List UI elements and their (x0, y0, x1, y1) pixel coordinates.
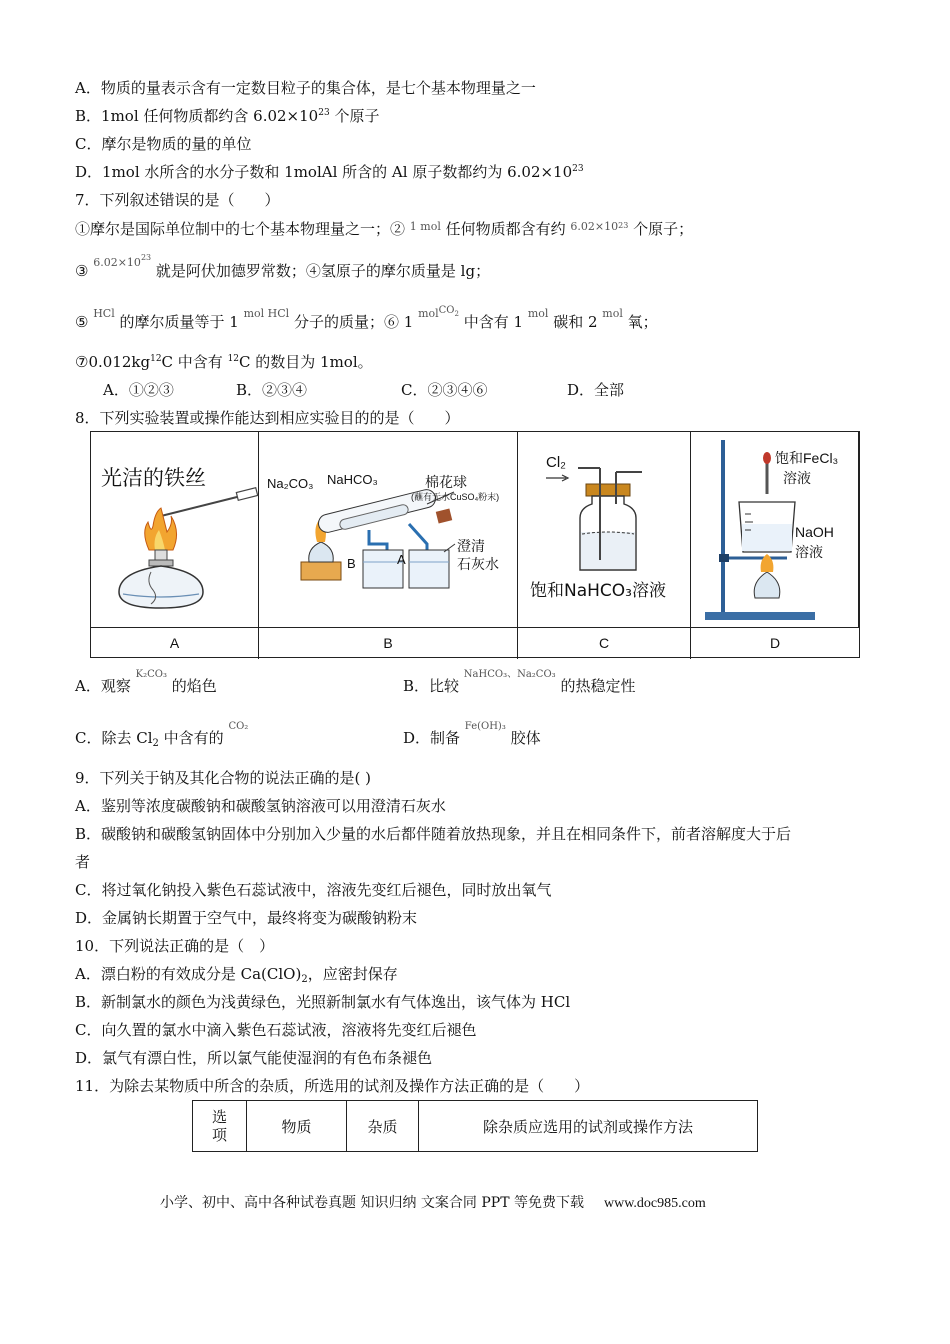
figure-b-cotton: 棉花球 (425, 474, 467, 490)
q6-d-text: D．1mol 水所含的水分子数和 1molAl 所含的 Al 原子数都约为 6.02×10 (75, 163, 573, 181)
q8-a-formula: K₂CO₃ (135, 669, 167, 680)
q6-option-d (75, 162, 584, 182)
q8-option-c[interactable] (75, 721, 249, 751)
q7-s6-mol3: mol (602, 307, 623, 320)
q11-table-header (192, 1100, 758, 1152)
q10-option-c: C．向久置的氯水中滴入紫色石蕊试液，溶液将先变红后褪色 (75, 1021, 477, 1039)
q6-option-a: A．物质的量表示含有一定数目粒子的集合体，是七个基本物理量之一 (75, 79, 536, 97)
q7-s1-end: 个原子； (628, 220, 694, 238)
q8-option-d[interactable] (403, 721, 541, 751)
q7-s5-hcl: HCl (93, 307, 115, 320)
caption-a: A (91, 628, 259, 659)
figure-b-limewater-2: 石灰水 (457, 556, 499, 572)
q7-s7-end: C 的数目为 1mol。 (239, 353, 373, 371)
q8-c-pre: C．除去 Cl (75, 729, 153, 747)
q10-a-sub: 2 (301, 974, 308, 985)
q7-option-c[interactable]: C．②③④⑥ (401, 381, 488, 399)
q7-s5-pre: ⑤ (75, 313, 94, 331)
q7-s6-co2 (439, 305, 459, 316)
q11-header-substance: 物质 (247, 1101, 347, 1151)
q11-header-impurity: 杂质 (347, 1101, 419, 1151)
q8-c-sub: 2 (152, 738, 159, 749)
carbonate-heating-apparatus-illustration (259, 432, 518, 627)
figure-d (691, 432, 859, 627)
q7-s6-co2-sub: 2 (454, 310, 459, 318)
figure-d-naoh-1: NaOH (795, 524, 834, 540)
q8-d-post: 胶体 (505, 729, 541, 747)
q6-b-text: B．1mol 任何物质都约含 6.02×10 (75, 107, 319, 125)
q8-c-mid: 中含有的 (158, 729, 229, 747)
figure-d-naoh-2: 溶液 (795, 544, 823, 560)
figure-a-label: 光洁的铁丝 (101, 466, 206, 490)
q7-option-d[interactable]: D．全部 (567, 381, 625, 399)
q7-s6-mol2: mol (527, 307, 549, 320)
q7-statement-1-2 (75, 219, 693, 241)
q7-statement-3-4 (75, 253, 491, 283)
figure-a (91, 432, 259, 627)
q7-s3-pre: ③ (75, 262, 94, 280)
q8-b-post: 的热稳定性 (555, 677, 636, 695)
q8-a-pre: A．观察 (75, 677, 136, 695)
figure-b-limewater-1: 澄清 (457, 538, 485, 554)
q7-s3-num: 6.02×10 (93, 256, 141, 269)
figure-c-solution: 饱和NaHCO₃溶液 (530, 581, 666, 601)
q7-s1-exp: 23 (618, 221, 629, 230)
figure-d-fecl3-2: 溶液 (783, 470, 811, 486)
q7-s5-mid: 的摩尔质量等于 1 (114, 313, 244, 331)
q10-option-d: D．氯气有漂白性，所以氯气能使湿润的有色布条褪色 (75, 1049, 433, 1067)
q9-stem: 9．下列关于钠及其化合物的说法正确的是( ) (75, 769, 372, 787)
q6-d-exponent: 23 (572, 164, 584, 174)
q6-option-b (75, 106, 379, 126)
q7-option-b[interactable]: B．②③④ (236, 381, 308, 399)
q8-c-formula: CO₂ (228, 721, 249, 732)
q6-option-c: C．摩尔是物质的量的单位 (75, 135, 252, 153)
caption-b: B (259, 628, 518, 659)
q7-s1-num: 6.02×10 (570, 220, 619, 233)
figure-b-label-b: B (347, 556, 356, 571)
q9-option-a: A．鉴别等浓度碳酸钠和碳酸氢钠溶液可以用澄清石灰水 (75, 797, 446, 815)
q9-option-d: D．金属钠长期置于空气中，最终将变为碳酸钠粉末 (75, 909, 418, 927)
q7-s7-pre: ⑦0.012kg (75, 353, 151, 371)
q8-stem: 8．下列实验装置或操作能达到相应实验目的的是（ ） (75, 409, 460, 427)
figure-b-label-a: A (397, 552, 406, 567)
figure-c-cl2: Cl₂ (546, 454, 566, 471)
footer-text: 小学、初中、高中各种试卷真题 知识归纳 文案合同 PPT 等免费下载 (160, 1195, 584, 1211)
figure-b-na2co3: Na₂CO₃ (267, 476, 314, 491)
q7-s7-mid: C 中含有 (161, 353, 228, 371)
figure-caption-row (91, 627, 859, 658)
q8-option-b[interactable] (403, 669, 636, 699)
q7-s6-co2-text: CO (438, 305, 455, 316)
q8-option-a[interactable] (75, 669, 217, 699)
q7-s3-end: 就是阿伏加德罗常数；④氢原子的摩尔质量是 lg； (151, 262, 491, 280)
q7-s6-mid2: 碳和 2 (548, 313, 603, 331)
figure-c (518, 432, 691, 627)
q7-s1-mol: 1 mol (409, 220, 441, 233)
q11-header-method: 除杂质应选用的试剂或操作方法 (482, 1117, 693, 1136)
q7-statement-5-6 (75, 305, 658, 335)
q8-figure-table (90, 431, 860, 658)
q10-stem: 10．下列说法正确的是（ ） (75, 937, 275, 955)
q8-b-formula: NaHCO₃、Na₂CO₃ (463, 669, 556, 680)
q7-statement-7 (75, 352, 373, 372)
q7-option-a[interactable]: A．①②③ (103, 381, 174, 399)
figure-b (259, 432, 518, 627)
q9-option-c: C．将过氧化钠投入紫色石蕊试液中，溶液先变红后褪色，同时放出氧气 (75, 881, 552, 899)
q7-stem: 7．下列叙述错误的是（ ） (75, 191, 280, 209)
caption-d: D (769, 635, 781, 651)
figure-b-nahco3: NaHCO₃ (327, 472, 378, 487)
q7-s6-mol: mol (418, 307, 439, 320)
q11-stem: 11．为除去某物质中所含的杂质，所选用的试剂及操作方法正确的是（ ） (75, 1077, 590, 1095)
q9-option-b-cont: 者 (75, 853, 91, 871)
q10-a-pre: A．漂白粉的有效成分是 Ca(ClO) (75, 965, 302, 983)
q7-s6-end: 氧； (622, 313, 658, 331)
q10-option-b: B．新制氯水的颜色为浅黄绿色，光照新制氯水有气体逸出，该气体为 HCl (75, 993, 571, 1011)
q6-b-text-end: 个原子 (329, 107, 380, 125)
q8-d-formula: Fe(OH)₃ (464, 721, 506, 732)
q7-s7-sup1: 12 (150, 354, 162, 364)
q7-s7-sup2: 12 (227, 354, 240, 364)
q7-s1-text: ①摩尔是国际单位制中的七个基本物理量之一；② (75, 220, 410, 238)
q7-s5-mid2: 分子的质量；⑥ 1 (289, 313, 419, 331)
q7-s6-mid: 中含有 1 (458, 313, 528, 331)
q10-a-post: ，应密封保存 (307, 965, 398, 983)
q7-s3-exp: 23 (140, 253, 152, 262)
figure-b-cotton-note: (蘸有无水CuSO₄粉末) (411, 492, 500, 502)
q11-header-option: 选项 (193, 1101, 247, 1151)
q8-a-post: 的焰色 (166, 677, 217, 695)
q7-s1-mid: 任何物质都含有约 (440, 220, 571, 238)
q6-b-exponent: 23 (318, 108, 330, 118)
q9-option-b: B．碳酸钠和碳酸氢钠固体中分别加入少量的水后都伴随着放热现象，并且在相同条件下，前者溶解度大于后 (75, 825, 792, 843)
figure-d-fecl3-1: 饱和FeCl₃ (775, 450, 839, 466)
q8-b-pre: B．比较 (403, 677, 464, 695)
q8-d-pre: D．制备 (403, 729, 465, 747)
footer-url[interactable]: www.doc985.com (603, 1196, 706, 1211)
q10-option-a (75, 964, 398, 984)
q7-s5-molhcl: mol HCl (243, 307, 290, 320)
caption-c: C (518, 628, 691, 659)
page-footer (160, 1192, 706, 1212)
